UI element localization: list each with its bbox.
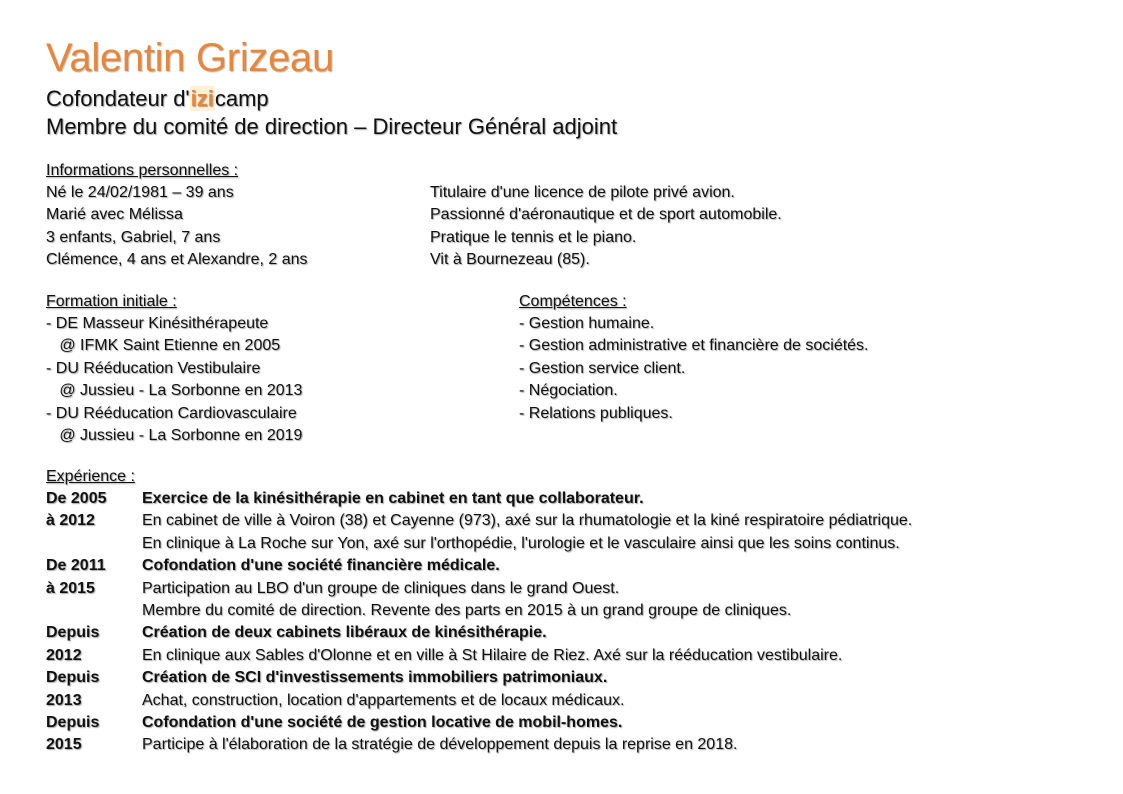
experience-period: 2013 — [46, 691, 82, 709]
personal-info-line: 3 enfants, Gabriel, 7 ans — [46, 228, 221, 246]
education-line: @ Jussieu - La Sorbonne en 2019 — [46, 427, 303, 445]
experience-heading: Expérience : — [46, 468, 135, 485]
personal-heading: Informations personnelles : — [46, 162, 239, 179]
personal-info-line: Titulaire d'une licence de pilote privé avion. — [430, 184, 735, 201]
skill-line: - Gestion humaine. — [519, 315, 655, 332]
personal-right-list — [430, 182, 782, 272]
experience-row — [46, 600, 912, 622]
experience-description: Membre du comité de direction. Revente des parts en 2015 à un grand groupe de cliniques. — [142, 602, 792, 620]
experience-description: En cabinet de ville à Voiron (38) et Cayenne (973), axé sur la rhumatologie et la kiné respiratoire pédiatrique. — [142, 512, 913, 530]
experience-row — [46, 622, 912, 644]
experience-description: Participe à l'élaboration de la stratégie de développement depuis la reprise en 2018. — [142, 736, 738, 754]
experience-period — [46, 533, 142, 555]
education-section — [46, 291, 302, 447]
experience-period — [46, 600, 142, 622]
experience-section — [46, 466, 912, 757]
company-logo-text — [190, 86, 269, 111]
experience-row — [46, 645, 912, 667]
experience-row — [46, 667, 912, 689]
experience-period: 2012 — [46, 646, 82, 664]
job-title — [46, 85, 269, 113]
experience-row — [46, 578, 912, 600]
experience-description: Achat, construction, location d'appartements et de locaux médicaux. — [142, 691, 625, 709]
personal-info-line: Pratique le tennis et le piano. — [430, 228, 637, 246]
experience-description: Création de SCI d'investissements immobiliers patrimoniaux. — [142, 669, 608, 687]
personal-info-line: Né le 24/02/1981 – 39 ans — [46, 184, 234, 201]
experience-period: De 2011 — [46, 557, 106, 575]
skill-line: - Gestion service client. — [519, 359, 686, 377]
experience-description: Cofondation d'une société de gestion locative de mobil-homes. — [142, 714, 623, 732]
personal-section — [46, 160, 308, 272]
company-brand-part1: izi — [190, 86, 214, 111]
personal-info-line: Passionné d'aéronautique et de sport automobile. — [430, 206, 782, 224]
experience-row — [46, 555, 912, 577]
experience-description: En clinique aux Sables d'Olonne et en ville à St Hilaire de Riez. Axé sur la rééducation vestibulaire. — [142, 646, 843, 664]
experience-description: Exercice de la kinésithérapie en cabinet en tant que collaborateur. — [142, 490, 644, 507]
experience-description: En clinique à La Roche sur Yon, axé sur l'orthopédie, l'urologie et le vasculaire ainsi que les soins continus. — [142, 534, 900, 552]
person-name: Valentin Grizeau — [46, 36, 334, 80]
experience-period: à 2012 — [46, 512, 95, 530]
job-role: Membre du comité de direction – Directeur Général adjoint — [46, 114, 618, 139]
experience-period: 2015 — [46, 736, 82, 754]
experience-description: Participation au LBO d'un groupe de cliniques dans le grand Ouest. — [142, 579, 620, 597]
experience-description: Création de deux cabinets libéraux de kinésithérapie. — [142, 624, 547, 642]
skill-line: - Négociation. — [519, 382, 618, 400]
company-brand-part2: camp — [214, 86, 269, 111]
education-line: - DU Rééducation Cardiovasculaire — [46, 404, 297, 422]
personal-info-line: Clémence, 4 ans et Alexandre, 2 ans — [46, 251, 308, 269]
skills-heading: Compétences : — [519, 293, 627, 310]
personal-left-list — [46, 182, 308, 272]
experience-period: Depuis — [46, 714, 100, 732]
experience-list — [46, 488, 912, 757]
experience-row — [46, 690, 912, 712]
personal-info-line: Vit à Bournezeau (85). — [430, 251, 590, 269]
skills-section — [519, 291, 869, 425]
experience-row — [46, 734, 912, 756]
experience-period: De 2005 — [46, 490, 107, 507]
experience-period: à 2015 — [46, 579, 95, 597]
education-heading: Formation initiale : — [46, 293, 177, 310]
education-list — [46, 313, 302, 447]
experience-row — [46, 712, 912, 734]
experience-row — [46, 510, 912, 532]
experience-description: Cofondation d'une société financière médicale. — [142, 557, 500, 575]
education-line: @ Jussieu - La Sorbonne en 2013 — [46, 382, 303, 400]
personal-info-line: Marié avec Mélissa — [46, 206, 183, 224]
skills-list — [519, 313, 869, 425]
education-line: - DE Masseur Kinésithérapeute — [46, 315, 269, 332]
experience-row — [46, 533, 912, 555]
skill-line: - Gestion administrative et financière de sociétés. — [519, 337, 869, 355]
education-line: - DU Rééducation Vestibulaire — [46, 359, 261, 377]
skill-line: - Relations publiques. — [519, 404, 673, 422]
experience-period: Depuis — [46, 624, 100, 642]
experience-period: Depuis — [46, 669, 100, 687]
experience-row — [46, 488, 912, 510]
education-line: @ IFMK Saint Etienne en 2005 — [46, 337, 281, 355]
job-title-prefix: Cofondateur d' — [46, 86, 190, 111]
